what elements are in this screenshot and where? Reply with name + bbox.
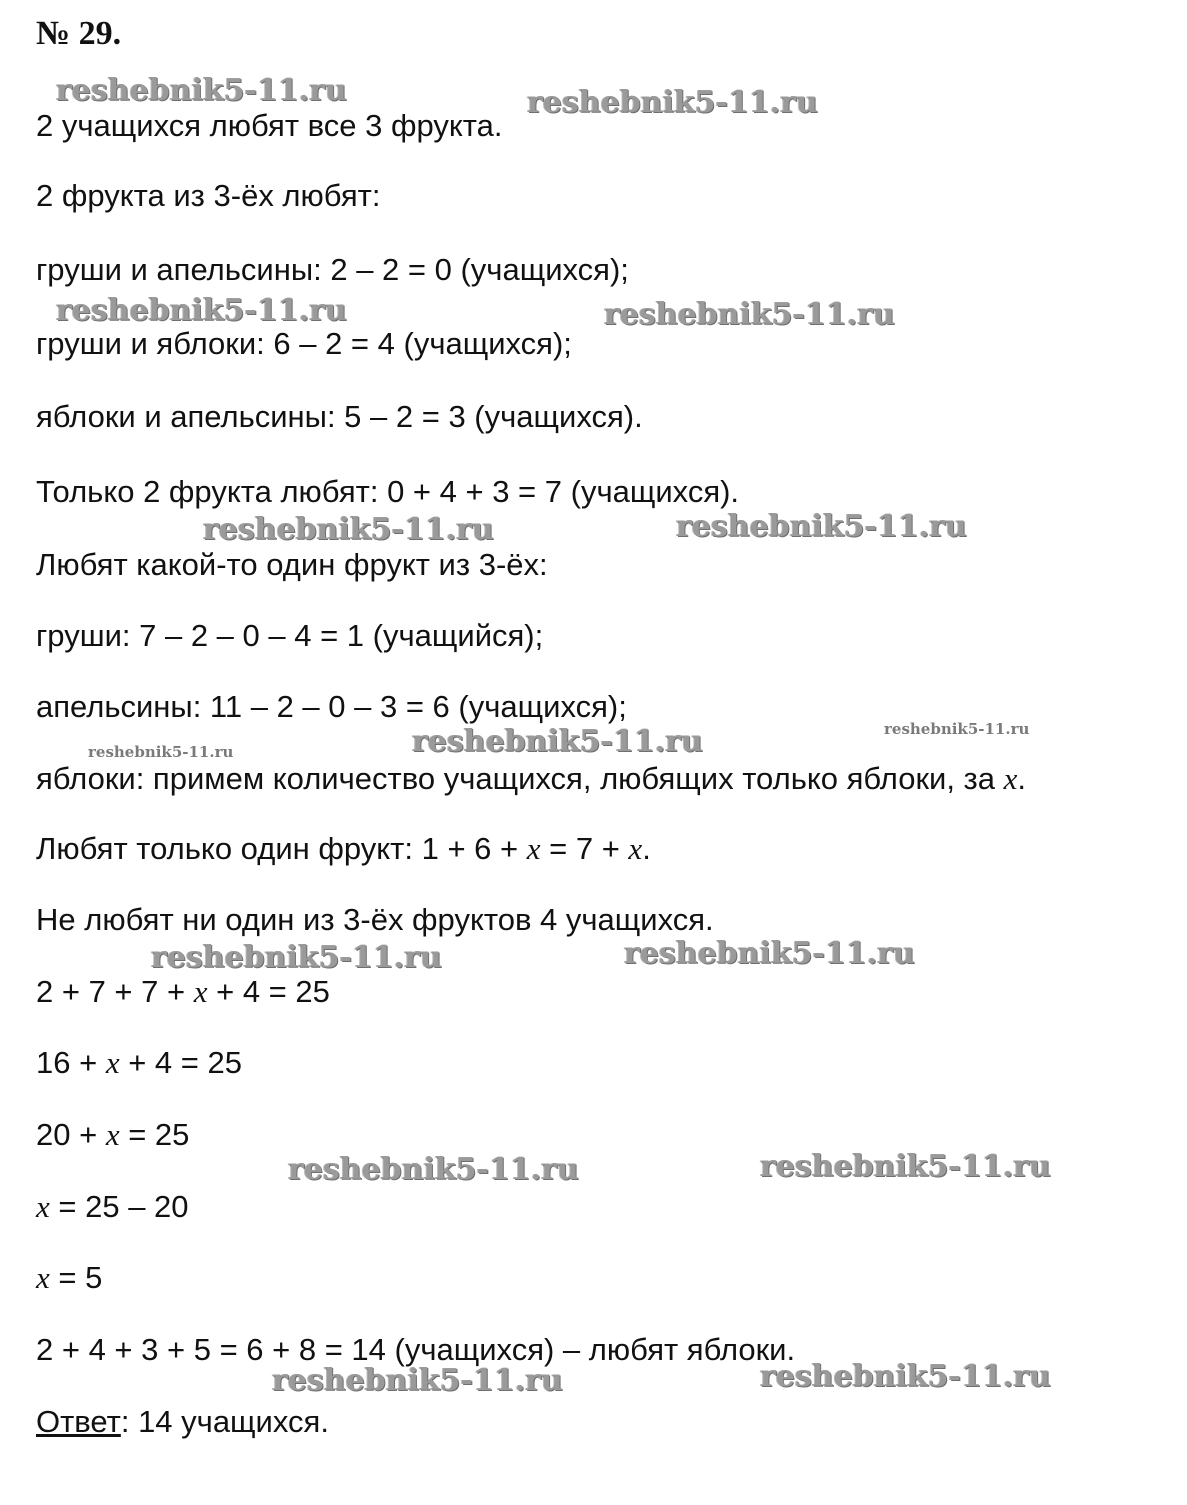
watermark: reshebnik5-11.ru — [272, 1363, 563, 1398]
watermark-small: reshebnik5-11.ru — [884, 720, 1030, 738]
watermark: reshebnik5-11.ru — [288, 1152, 579, 1187]
equation-line — [36, 1044, 242, 1082]
watermark: reshebnik5-11.ru — [760, 1359, 1051, 1394]
text-line: груши: 7 – 2 – 0 – 4 = 1 (учащийся); — [36, 618, 544, 653]
variable-x: x — [526, 831, 541, 866]
answer-line — [36, 1403, 329, 1441]
watermark: reshebnik5-11.ru — [151, 940, 442, 975]
variable-x: x — [193, 974, 208, 1009]
variable-x: x — [36, 1260, 50, 1295]
watermark-small: reshebnik5-11.ru — [88, 743, 234, 761]
text-segment: 2 + 7 + 7 + — [36, 974, 194, 1009]
variable-x: x — [36, 1189, 50, 1224]
text-line: 2 фрукта из 3-ёх любят: — [36, 178, 381, 213]
equation-line — [36, 1116, 189, 1154]
watermark: reshebnik5-11.ru — [203, 512, 494, 547]
text-line: Не любят ни один из 3-ёх фруктов 4 учащихся. — [36, 902, 714, 937]
text-line: апельсины: 11 – 2 – 0 – 3 = 6 (учащихся); — [36, 689, 627, 724]
variable-x: x — [105, 1045, 120, 1080]
text-segment: = 5 — [49, 1260, 103, 1295]
text-segment: яблоки: примем количество учащихся, любящих только яблоки, за — [36, 761, 1004, 796]
watermark: reshebnik5-11.ru — [604, 297, 895, 332]
text-line: 2 + 4 + 3 + 5 = 6 + 8 = 14 (учащихся) – любят яблоки. — [36, 1332, 796, 1367]
watermark: reshebnik5-11.ru — [676, 509, 967, 544]
equation-line — [36, 1259, 102, 1297]
watermark: reshebnik5-11.ru — [56, 73, 347, 108]
watermark: reshebnik5-11.ru — [527, 85, 818, 120]
equation-line — [36, 973, 330, 1011]
watermark: reshebnik5-11.ru — [624, 936, 915, 971]
watermark: reshebnik5-11.ru — [56, 293, 347, 328]
text-line — [36, 760, 1026, 798]
text-line: 2 учащихся любят все 3 фрукта. — [36, 108, 503, 143]
text-segment: . — [642, 831, 651, 866]
text-segment: = 25 – 20 — [49, 1189, 189, 1224]
text-line: груши и апельсины: 2 – 2 = 0 (учащихся); — [36, 252, 629, 287]
equation-line — [36, 1188, 189, 1226]
variable-x: x — [1003, 761, 1018, 796]
text-line — [36, 830, 651, 868]
text-segment: 20 + — [36, 1117, 106, 1152]
watermark: reshebnik5-11.ru — [760, 1149, 1051, 1184]
text-segment: 16 + — [36, 1045, 106, 1080]
text-line: яблоки и апельсины: 5 – 2 = 3 (учащихся). — [36, 399, 643, 434]
text-segment: = 7 + — [540, 831, 629, 866]
text-segment: = 25 — [119, 1117, 190, 1152]
variable-x: x — [628, 831, 643, 866]
answer-label: Ответ — [36, 1404, 121, 1439]
text-segment: . — [1017, 761, 1027, 796]
problem-number: № 29. — [36, 15, 122, 52]
text-segment: Любят только один фрукт: 1 + 6 + — [36, 831, 527, 866]
answer-text: : 14 учащихся. — [120, 1404, 329, 1439]
text-line: груши и яблоки: 6 – 2 = 4 (учащихся); — [36, 326, 572, 361]
text-segment: + 4 = 25 — [207, 974, 330, 1009]
watermark: reshebnik5-11.ru — [412, 724, 703, 759]
text-line: Любят какой-то один фрукт из 3-ёх: — [36, 547, 548, 582]
text-segment: + 4 = 25 — [119, 1045, 242, 1080]
text-line: Только 2 фрукта любят: 0 + 4 + 3 = 7 (учащихся). — [36, 474, 740, 509]
variable-x: x — [105, 1117, 120, 1152]
